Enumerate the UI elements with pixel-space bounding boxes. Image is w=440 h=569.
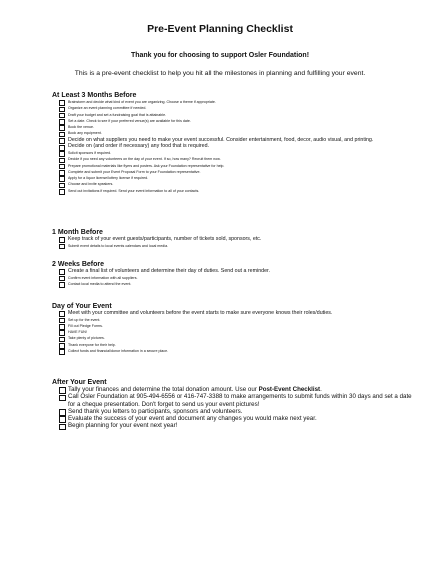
item-text: Send out invitations if required. Send your event information to all of your contacts. xyxy=(68,188,200,193)
checklist-item xyxy=(52,188,412,194)
thank-you-line: Thank you for choosing to support Osler Foundation! xyxy=(130,52,310,59)
checklist-item xyxy=(52,415,412,422)
checkbox-icon[interactable] xyxy=(59,395,66,402)
item-text: . xyxy=(320,386,322,393)
checklist-item xyxy=(52,386,412,393)
checklist xyxy=(52,268,412,287)
item-text: Organize an event planning committee if needed. xyxy=(68,106,147,111)
item-text: Contact local media to attend the event. xyxy=(68,281,132,286)
item-text: Book the venue. xyxy=(68,125,94,130)
checklist-item xyxy=(52,268,412,275)
checklist-item xyxy=(52,243,412,249)
checklist xyxy=(52,236,412,249)
checklist xyxy=(52,310,412,354)
item-text: Book any equipment. xyxy=(68,131,102,136)
checklist-item xyxy=(52,137,412,144)
checkbox-icon[interactable] xyxy=(59,349,65,355)
section-after-event xyxy=(52,379,412,430)
item-text: Keep track of your event guests/participants, number of tickets sold, sponsors, etc. xyxy=(68,236,262,242)
item-text: Create a final list of volunteers and determine their day of duties. Send out a reminder. xyxy=(68,268,270,274)
section-day-of-event xyxy=(52,303,412,354)
checkbox-icon[interactable] xyxy=(59,244,65,250)
item-text: Solicit sponsors if required. xyxy=(68,150,112,155)
section-3-months xyxy=(52,92,412,194)
item-text: HAVE FUN! xyxy=(68,330,87,335)
item-text: Thank everyone for their help. xyxy=(68,342,116,347)
item-text: Collect funds and financial/donor information in a secure place. xyxy=(68,349,169,354)
item-text: Decide if you need any volunteers on the day of your event. If so, how many? Recruit them now. xyxy=(68,157,221,162)
checkbox-icon[interactable] xyxy=(59,282,65,288)
item-text: Set up for the event. xyxy=(68,317,101,322)
checklist-item xyxy=(52,236,412,243)
intro-text: This is a pre-event checklist to help you hit all the milestones in planning and fulfilling your event. xyxy=(74,70,366,77)
checklist-item xyxy=(52,310,412,317)
item-text: Apply for a liquor license/lottery license if required. xyxy=(68,176,149,181)
section-heading: 2 Weeks Before xyxy=(52,261,105,268)
checklist-item xyxy=(52,422,412,429)
item-text: Decide on what suppliers you need to make your event successful. Consider entertainment, food, decor, audio visual, and printing. xyxy=(68,136,374,143)
item-text-bold: Post-Event Checklist xyxy=(258,386,321,393)
checklist-item xyxy=(52,348,412,354)
checklist-item xyxy=(52,281,412,287)
checklist-item xyxy=(52,143,412,150)
item-text: Tally your finances and determine the total donation amount. Use our xyxy=(68,386,259,393)
item-text: Prepare promotional materials like flyers and posters. Ask your Foundation representative for help. xyxy=(68,163,225,168)
section-heading: Day of Your Event xyxy=(52,303,112,310)
page-title: Pre-Event Planning Checklist xyxy=(147,23,293,35)
item-text: Fill out Pledge Forms. xyxy=(68,323,103,328)
checkbox-icon[interactable] xyxy=(59,189,65,195)
item-text: Meet with your committee and volunteers before the event starts to make sure everyone knows their roles/duties. xyxy=(68,310,333,316)
item-text: Begin planning for your event next year! xyxy=(68,422,178,430)
item-text: Confirm event information with all suppliers. xyxy=(68,275,138,280)
section-1-month xyxy=(52,229,412,249)
checklist-item xyxy=(52,408,412,415)
checklist xyxy=(52,99,412,194)
item-text: Brainstorm and decide what kind of event you are organizing. Choose a theme if appropriate. xyxy=(68,100,216,104)
checklist xyxy=(52,386,412,430)
item-text: Take plenty of pictures. xyxy=(68,336,105,341)
checkbox-icon[interactable] xyxy=(59,424,66,431)
item-text: Submit event details to local events calendars and local media. xyxy=(68,243,169,248)
section-heading: After Your Event xyxy=(52,379,107,386)
item-text: Choose and invite speakers. xyxy=(68,182,114,187)
item-text: Send thank you letters to participants, sponsors and volunteers. xyxy=(68,407,243,415)
item-text: Set a date. Check to see if your preferred venue(s) are available for this date. xyxy=(68,118,191,123)
item-text: Complete and submit your Event Proposal Form to your Foundation representative. xyxy=(68,169,201,174)
section-heading: At Least 3 Months Before xyxy=(52,92,137,99)
item-text: Decide on (and order if necessary) any food that is required. xyxy=(68,143,210,150)
item-text: Call Osler Foundation at 905-494-6556 or 416-747-3388 to make arrangements to submit funds within 30 days and set a date for a cheque presentation. Don't forget to send us your event pictures! xyxy=(68,393,412,408)
checklist-item xyxy=(52,393,412,408)
item-text: Evaluate the success of your event and document any changes you would make next year. xyxy=(68,415,317,423)
section-heading: 1 Month Before xyxy=(52,229,103,236)
section-2-weeks xyxy=(52,261,412,287)
item-text: Draft your budget and set a fundraising goal that is attainable. xyxy=(68,112,167,117)
